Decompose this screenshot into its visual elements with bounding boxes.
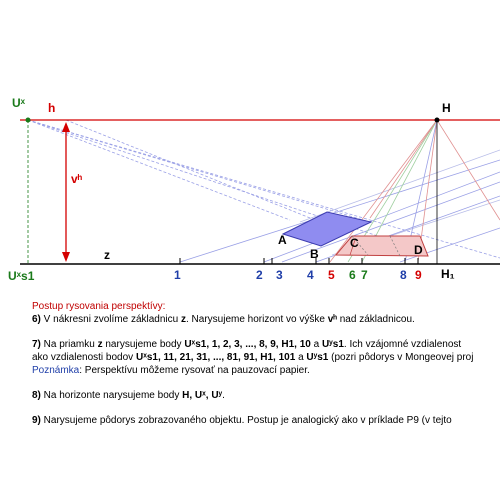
vh-arrow-head-bottom (62, 252, 70, 262)
label-ux-s1: Uˣs1 (8, 269, 35, 283)
label-D: D (414, 243, 423, 257)
ray (180, 160, 500, 262)
ray (370, 120, 437, 218)
label-vh: vʰ (71, 172, 83, 186)
base-ticks (180, 258, 418, 264)
step-7-line-1: 7) Na priamku z narysujeme body Uˣs1, 1, 2, 3, ..., 8, 9, H1, 10 a Uʸs1. Ich vzájomné vzdialenost (32, 339, 462, 350)
vh-arrow-head-top (62, 122, 70, 132)
label-h: h (48, 101, 56, 115)
ux-point (26, 118, 31, 123)
point-label-9: 9 (415, 268, 422, 282)
point-label-3: 3 (276, 268, 283, 282)
label-B: B (310, 247, 319, 261)
step-9: 9) Narysujeme pôdorys zobrazovaného objektu. Postup je analogický ako v príklade P9 (v tejto (32, 415, 452, 426)
ray (28, 120, 420, 250)
step-6: 6) V nákresni zvolíme základnicu z. Narysujeme horizont vo výške vʰ nad základnicou. (32, 314, 415, 325)
ray (28, 120, 290, 220)
label-H1: H₁ (441, 267, 455, 281)
ray (66, 120, 340, 230)
step-8: 8) Na horizonte narysujeme body H, Uˣ, Uʸ. (32, 390, 225, 401)
step-7-line-2: ako vzdialenosti bodov Uˣs1, 11, 21, 31, ..., 81, 91, H1, 101 a Uʸs1 (pozri pôdorys v Mongeovej proj (32, 352, 474, 363)
label-A: A (278, 233, 287, 247)
ray (28, 120, 500, 258)
label-z: z (104, 248, 110, 262)
point-label-5: 5 (328, 268, 335, 282)
note: Poznámka: Perspektívu môžeme rysovať na pauzovací papier. (32, 365, 310, 376)
instructions (32, 300, 500, 427)
label-C: C (350, 236, 359, 250)
construction-rays (28, 120, 500, 262)
point-label-6: 6 (349, 268, 356, 282)
point-label-2: 2 (256, 268, 263, 282)
ray (300, 150, 500, 222)
point-label-1: 1 (174, 268, 181, 282)
ray (437, 120, 500, 220)
h-point (435, 118, 440, 123)
point-label-8: 8 (400, 268, 407, 282)
heading: Postup rysovania perspektívy: (32, 301, 166, 312)
label-H: H (442, 101, 451, 115)
label-ux: Uˣ (12, 96, 26, 110)
point-label-7: 7 (361, 268, 368, 282)
point-label-4: 4 (307, 268, 314, 282)
ray (28, 120, 370, 222)
